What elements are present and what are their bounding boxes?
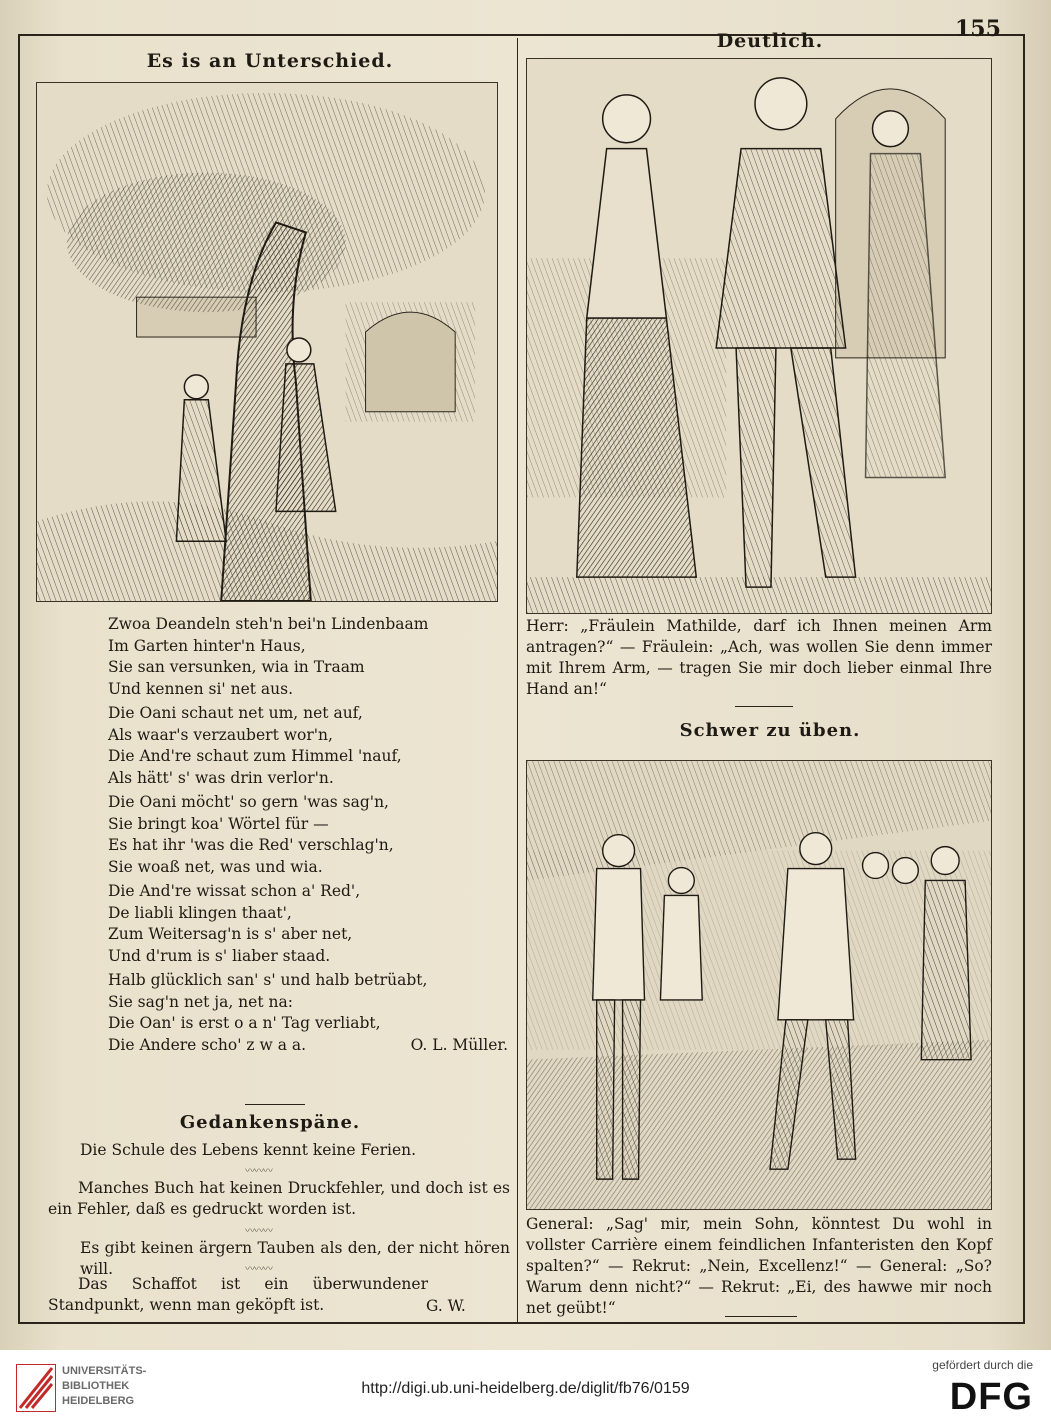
poem-line: Die Oani schaut net um, net auf, bbox=[108, 704, 363, 722]
section-rule bbox=[245, 1104, 305, 1105]
cartoon-caption-2: General: „Sag' mir, mein Sohn, könntest Du wohl in vollster Carrière einem feindlichen Infanteristen den Kopf spalten?“ — Rekrut: „Nein, Excellenz!“ — General: „So? Warum denn nicht?“ — Rekrut: „Ei, des hawwe mir noch net geübt!“ bbox=[526, 1215, 992, 1317]
poem-line: De liabli klingen thaat', bbox=[108, 903, 292, 922]
poem-line: Im Garten hinter'n Haus, bbox=[108, 636, 306, 655]
poem-line: Zum Weitersag'n is s' aber net, bbox=[108, 925, 353, 943]
poem-line: Sie woaß net, was und wia. bbox=[108, 857, 323, 876]
aphorism-4: Das Schaffot ist ein überwundener Standpunkt, wenn man geköpft ist. bbox=[48, 1275, 428, 1314]
poem-stanza bbox=[108, 614, 508, 700]
poem-line: Als waar's verzaubert wor'n, bbox=[108, 725, 333, 744]
barracks-illustration bbox=[526, 760, 992, 1210]
cartoon-title-2: Schwer zu üben. bbox=[679, 720, 861, 741]
separator-ornament: 〰〰〰 bbox=[245, 1264, 272, 1275]
library-name-line: BIBLIOTHEK bbox=[62, 1380, 130, 1392]
barracks-illustration-drawing bbox=[527, 761, 991, 1209]
poem-line: Und d'rum is s' liaber staad. bbox=[108, 946, 331, 965]
poem-line: Sie bringt koa' Wörtel für — bbox=[108, 814, 329, 833]
cartoon-title-1: Deutlich. bbox=[716, 30, 824, 52]
poem-line: Sie san versunken, wia in Traam bbox=[108, 658, 365, 676]
poem-line: Es hat ihr 'was die Red' verschlag'n, bbox=[108, 836, 394, 854]
page-number: 155 bbox=[955, 16, 1001, 42]
poem-line: Als hätt' s' was drin verlor'n. bbox=[108, 768, 334, 787]
poem-last-line bbox=[108, 1035, 508, 1057]
aphorism-3: Es gibt keinen ärgern Tauben als den, der nicht hören will. bbox=[80, 1239, 510, 1278]
aphorism-1: Die Schule des Lebens kennt keine Ferien. bbox=[80, 1141, 417, 1159]
dfg-logo: DFG bbox=[949, 1376, 1033, 1418]
library-name-line: HEIDELBERG bbox=[62, 1395, 135, 1407]
permalink-url[interactable]: http://digi.ub.uni-heidelberg.de/diglit/fb76/0159 bbox=[361, 1380, 690, 1397]
tree-illustration-drawing bbox=[37, 83, 497, 601]
column-divider bbox=[517, 38, 518, 1322]
poem-stanza bbox=[108, 792, 508, 878]
poem-line: Die Andere scho' z w a a. bbox=[108, 1035, 307, 1054]
funding-label: gefördert durch die bbox=[932, 1358, 1033, 1372]
section-rule bbox=[725, 1316, 797, 1317]
couple-illustration bbox=[526, 58, 992, 614]
poem-stanza bbox=[108, 703, 508, 789]
couple-illustration-drawing bbox=[527, 59, 991, 613]
separator-ornament: 〰〰〰 bbox=[245, 1166, 272, 1177]
digital-library-footer bbox=[0, 1350, 1051, 1428]
poem-line: Zwoa Deandeln steh'n bei'n Lindenbaam bbox=[108, 615, 429, 633]
tree-illustration bbox=[36, 82, 498, 602]
poem-stanza bbox=[108, 881, 508, 967]
poem-line: Die Oan' is erst o a n' Tag verliabt, bbox=[108, 1014, 381, 1032]
library-name-line: UNIVERSITÄTS- bbox=[62, 1365, 147, 1377]
poem-line: Sie sag'n net ja, net na: bbox=[108, 992, 293, 1011]
poem-line: Die And're wissat schon a' Red', bbox=[108, 882, 361, 900]
separator-ornament: 〰〰〰 bbox=[245, 1226, 272, 1237]
poem-line: Halb glücklich san' s' und halb betrüabt, bbox=[108, 971, 428, 989]
poem-line: Und kennen si' net aus. bbox=[108, 679, 294, 698]
aphorism-2: Manches Buch hat keinen Druckfehler, und doch ist es ein Fehler, daß es gedruckt worden ist. bbox=[48, 1179, 510, 1218]
aphorisms-title: Gedankenspäne. bbox=[179, 1112, 361, 1133]
poem-stanza bbox=[108, 970, 508, 1056]
section-rule bbox=[735, 706, 793, 707]
poem-body bbox=[108, 614, 508, 1059]
poem-author: O. L. Müller. bbox=[410, 1035, 508, 1054]
poem-line: Die Oani möcht' so gern 'was sag'n, bbox=[108, 793, 389, 811]
poem-title: Es is an Unterschied. bbox=[146, 50, 394, 72]
cartoon-caption-1: Herr: „Fräulein Mathilde, darf ich Ihnen meinen Arm antragen?“ — Fräulein: „Ach, was wollen Sie denn immer mit Ihrem Arm, — tragen Sie mir doch lieber einmal Ihre Hand an!“ bbox=[526, 617, 992, 698]
aphorisms-signature: G. W. bbox=[426, 1297, 466, 1315]
poem-line: Die And're schaut zum Himmel 'nauf, bbox=[108, 747, 402, 765]
